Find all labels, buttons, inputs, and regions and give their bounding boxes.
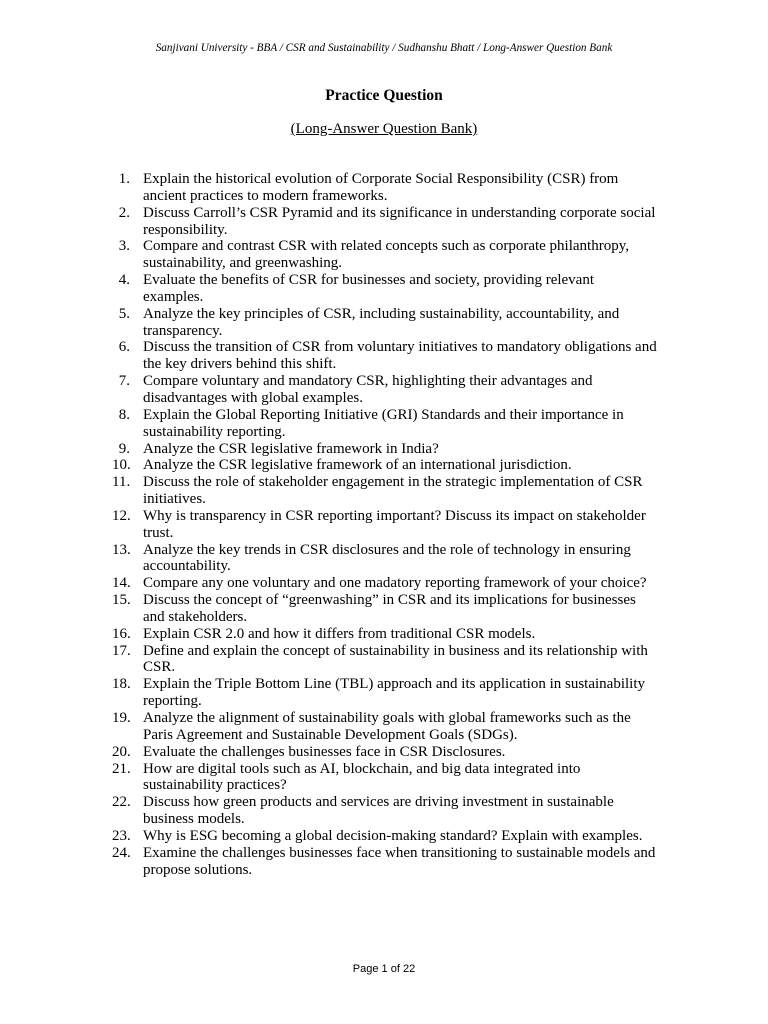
question-number: 19. bbox=[112, 710, 131, 726]
question-number: 5. bbox=[118, 305, 130, 322]
question-text: Compare any one voluntary and one madatory reporting framework of your choice? bbox=[143, 575, 647, 592]
question-text: Why is transparency in CSR reporting important? Discuss its impact on stakeholder trust. bbox=[143, 507, 646, 541]
list-item bbox=[112, 474, 657, 508]
question-text: Why is ESG becoming a global decision-making standard? Explain with examples. bbox=[143, 827, 643, 844]
question-number: 8. bbox=[118, 406, 130, 423]
question-text: Evaluate the challenges businesses face in CSR Disclosures. bbox=[143, 743, 506, 760]
list-item bbox=[112, 676, 657, 710]
list-item bbox=[112, 710, 657, 744]
question-text: Explain CSR 2.0 and how it differs from traditional CSR models. bbox=[143, 625, 536, 642]
list-item bbox=[112, 339, 657, 373]
question-number: 2. bbox=[118, 204, 130, 221]
question-number: 1. bbox=[118, 171, 130, 187]
page-title: Practice Question bbox=[325, 87, 443, 104]
question-text: Discuss the transition of CSR from voluntary initiatives to mandatory obligations and the key drivers behind this shift. bbox=[143, 339, 657, 373]
question-number: 15. bbox=[112, 592, 131, 609]
list-item bbox=[112, 542, 657, 576]
question-number: 21. bbox=[112, 760, 131, 777]
list-item bbox=[112, 508, 657, 542]
question-text: Examine the challenges businesses face when transitioning to sustainable models and propose solutions. bbox=[143, 844, 656, 878]
question-text: Analyze the key trends in CSR disclosures and the role of technology in ensuring accountability. bbox=[143, 541, 631, 575]
question-text: Analyze the alignment of sustainability goals with global frameworks such as the Paris Agreement and Sustainable Development Goals (SDGs). bbox=[143, 710, 631, 743]
question-text: Evaluate the benefits of CSR for businesses and society, providing relevant examples. bbox=[143, 272, 595, 305]
list-item bbox=[112, 205, 657, 239]
question-text: Discuss the concept of “greenwashing” in CSR and its implications for businesses and stakeholders. bbox=[143, 592, 636, 625]
list-item bbox=[112, 592, 657, 626]
list-item bbox=[112, 626, 657, 643]
question-number: 20. bbox=[112, 743, 131, 760]
question-number: 4. bbox=[118, 272, 130, 289]
question-number: 14. bbox=[112, 575, 131, 592]
list-item bbox=[112, 441, 657, 458]
question-number: 11. bbox=[112, 474, 131, 491]
list-item bbox=[112, 407, 657, 441]
list-item bbox=[112, 238, 657, 272]
question-text: Analyze the CSR legislative framework in India? bbox=[143, 440, 439, 457]
list-item bbox=[112, 794, 657, 828]
list-item bbox=[112, 761, 657, 795]
question-number: 22. bbox=[112, 794, 131, 811]
question-number: 12. bbox=[112, 507, 131, 524]
running-header: Sanjivani University - BBA / CSR and Sustainability / Sudhanshu Bhatt / Long-Answer Question Bank bbox=[155, 42, 613, 54]
question-text: Define and explain the concept of sustainability in business and its relationship with CSR. bbox=[143, 642, 648, 676]
list-item bbox=[112, 643, 657, 677]
question-number: 3. bbox=[118, 238, 130, 255]
question-text: Discuss how green products and services are driving investment in sustainable business models. bbox=[143, 794, 614, 828]
list-item bbox=[112, 845, 657, 879]
question-text: Explain the Triple Bottom Line (TBL) approach and its application in sustainability reporting. bbox=[143, 676, 646, 710]
question-text: Compare voluntary and mandatory CSR, highlighting their advantages and disadvantages with global examples. bbox=[143, 373, 593, 406]
question-number: 6. bbox=[118, 339, 130, 356]
question-number: 16. bbox=[112, 625, 131, 642]
question-number: 17. bbox=[112, 642, 131, 659]
list-item bbox=[112, 306, 657, 340]
question-number: 23. bbox=[112, 827, 131, 844]
list-item bbox=[112, 272, 657, 306]
list-item bbox=[112, 575, 657, 592]
question-text: Analyze the key principles of CSR, including sustainability, accountability, and transparency. bbox=[143, 305, 620, 339]
question-text: Discuss the role of stakeholder engagement in the strategic implementation of CSR initiatives. bbox=[143, 474, 643, 508]
page-footer: Page 1 of 22 bbox=[352, 963, 416, 975]
question-number: 10. bbox=[112, 457, 131, 474]
question-text: Analyze the CSR legislative framework of an international jurisdiction. bbox=[143, 457, 572, 474]
question-text: Compare and contrast CSR with related concepts such as corporate philanthropy, sustainability, and greenwashing. bbox=[143, 238, 629, 272]
question-text: Explain the historical evolution of Corporate Social Responsibility (CSR) from ancient practices to modern frameworks. bbox=[143, 171, 619, 204]
question-text: How are digital tools such as AI, blockchain, and big data integrated into sustainability practices? bbox=[143, 760, 581, 794]
question-text: Explain the Global Reporting Initiative (GRI) Standards and their importance in sustainability reporting. bbox=[143, 406, 624, 440]
question-number: 7. bbox=[118, 373, 130, 390]
question-number: 9. bbox=[118, 440, 130, 457]
list-item bbox=[112, 373, 657, 407]
question-text: Discuss Carroll’s CSR Pyramid and its significance in understanding corporate social responsibility. bbox=[143, 204, 656, 238]
question-number: 13. bbox=[112, 541, 131, 558]
page-subtitle: (Long-Answer Question Bank) bbox=[290, 121, 478, 137]
list-item bbox=[112, 828, 657, 845]
question-list bbox=[112, 171, 657, 878]
list-item bbox=[112, 457, 657, 474]
question-number: 24. bbox=[112, 844, 131, 861]
list-item bbox=[112, 744, 657, 761]
list-item bbox=[112, 171, 657, 205]
question-number: 18. bbox=[112, 676, 131, 693]
